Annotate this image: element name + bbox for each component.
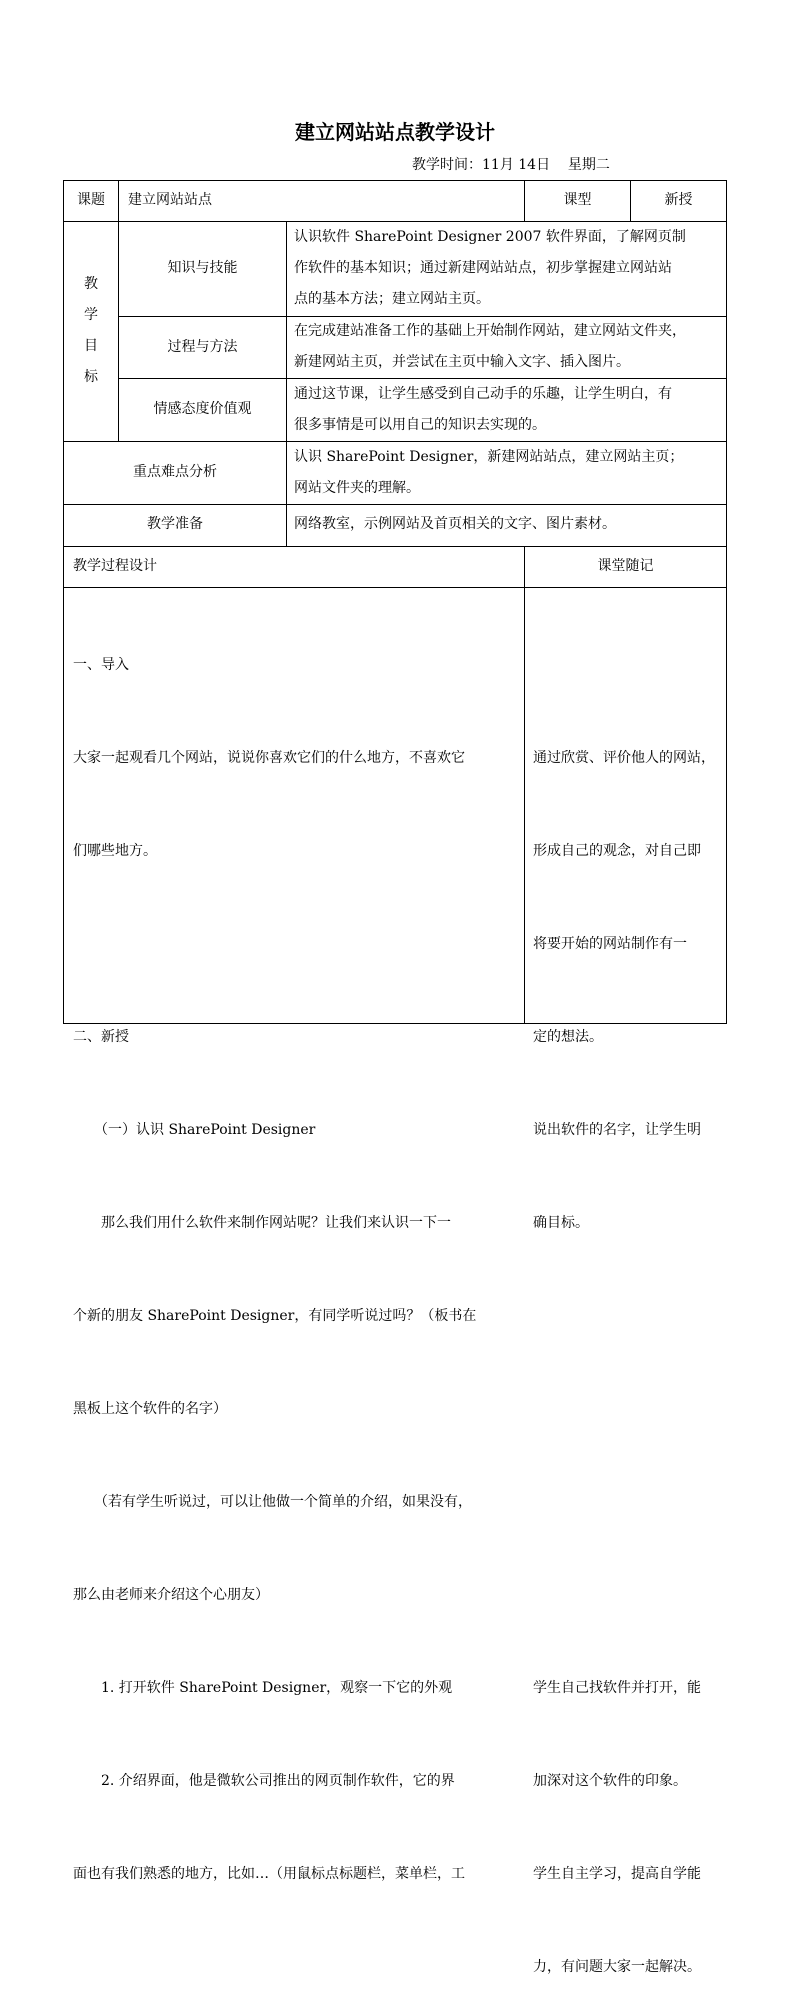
notes-line: 定的想法。 — [533, 1029, 603, 1045]
process-content-line — [73, 929, 521, 960]
process-content-line: 个新的朋友 SharePoint Designer，有同学听说过吗？（板书在 — [73, 1308, 477, 1324]
process-content-line: 一、导入 — [73, 657, 129, 673]
keypoints-line: 认识 SharePoint Designer，新建网站站点，建立网站主页； — [294, 449, 684, 465]
process-content-line: （一）认识 SharePoint Designer — [73, 1122, 316, 1138]
process-design-label: 教学过程设计 — [73, 558, 157, 574]
process-content-line: 们哪些地方。 — [73, 843, 157, 859]
keypoints-label: 重点难点分析 — [133, 464, 217, 480]
emotion-line: 通过这节课，让学生感受到自己动手的乐趣，让学生明白，有 — [294, 386, 672, 402]
process-content — [73, 588, 521, 1921]
knowledge-content — [294, 222, 724, 315]
goals-label — [64, 269, 118, 393]
teaching-date: 教学时间：11月 14日 星期二 — [412, 157, 610, 173]
process-content-line: 2. 介绍界面，他是微软公司推出的网页制作软件，它的界 — [73, 1773, 455, 1789]
topic-label: 课题 — [77, 192, 105, 208]
process-content-line: 面也有我们熟悉的地方，比如…（用鼠标点标题栏，菜单栏，工 — [73, 1866, 465, 1882]
notes-line: 确目标。 — [533, 1215, 589, 1231]
process-content-line: （若有学生听说过，可以让他做一个简单的介绍，如果没有， — [73, 1494, 472, 1510]
prep-value: 网络教室，示例网站及首页相关的文字、图片素材。 — [294, 516, 616, 532]
process-method-content — [294, 316, 726, 378]
process-content-line: 那么我们用什么软件来制作网站呢？让我们来认识一下一 — [73, 1215, 451, 1231]
keypoints-line: 网站文件夹的理解。 — [294, 480, 420, 496]
document-title: 建立网站站点教学设计 — [295, 120, 495, 144]
knowledge-line: 认识软件 SharePoint Designer 2007 软件界面，了解网页制 — [294, 229, 686, 245]
process-content-line: 那么由老师来介绍这个心朋友） — [73, 1587, 269, 1603]
knowledge-label: 知识与技能 — [167, 260, 238, 276]
goals-char: 标 — [84, 369, 98, 385]
notes-line — [533, 1580, 725, 1611]
notes-line: 形成自己的观念，对自己即 — [533, 843, 701, 859]
lesson-type-value: 新授 — [664, 192, 693, 208]
emotion-line: 很多事情是可以用自己的知识去实现的。 — [294, 417, 546, 433]
process-line: 在完成建站准备工作的基础上开始制作网站，建立网站文件夹， — [294, 323, 686, 339]
process-method-label: 过程与方法 — [167, 339, 238, 355]
notes-content — [533, 588, 725, 2014]
keypoints-content — [294, 442, 724, 504]
lesson-type-label: 课型 — [563, 192, 592, 208]
process-content-line: 黑板上这个软件的名字） — [73, 1401, 227, 1417]
process-content-line: 二、新授 — [73, 1029, 129, 1045]
notes-line — [533, 1487, 725, 1518]
notes-line: 学生自主学习，提高自学能 — [533, 1866, 701, 1882]
notes-line — [533, 650, 725, 681]
notes-line — [533, 1301, 725, 1332]
knowledge-line: 点的基本方法；建立网站主页。 — [294, 291, 490, 307]
goals-char: 教 — [84, 276, 98, 292]
emotion-content — [294, 379, 724, 441]
topic-value: 建立网站站点 — [128, 192, 212, 208]
notes-line: 将要开始的网站制作有一 — [533, 936, 687, 952]
goals-char: 学 — [84, 307, 98, 323]
notes-line — [533, 1394, 725, 1425]
knowledge-line: 作软件的基本知识；通过新建网站站点，初步掌握建立网站站 — [294, 260, 672, 276]
process-line: 新建网站主页，并尝试在主页中输入文字、插入图片。 — [294, 354, 630, 370]
process-content-line: 1. 打开软件 SharePoint Designer，观察一下它的外观 — [73, 1680, 453, 1696]
notes-line: 加深对这个软件的印象。 — [533, 1773, 687, 1789]
notes-line: 力，有问题大家一起解决。 — [533, 1959, 701, 1975]
prep-label: 教学准备 — [147, 516, 203, 532]
notes-label: 课堂随记 — [597, 558, 654, 574]
process-content-line: 大家一起观看几个网站，说说你喜欢它们的什么地方，不喜欢它 — [73, 750, 465, 766]
notes-line: 说出软件的名字，让学生明 — [533, 1122, 701, 1138]
goals-char: 目 — [84, 338, 98, 354]
notes-line: 通过欣赏、评价他人的网站， — [533, 750, 715, 766]
notes-line: 学生自己找软件并打开，能 — [533, 1680, 701, 1696]
emotion-label: 情感态度价值观 — [153, 401, 252, 417]
